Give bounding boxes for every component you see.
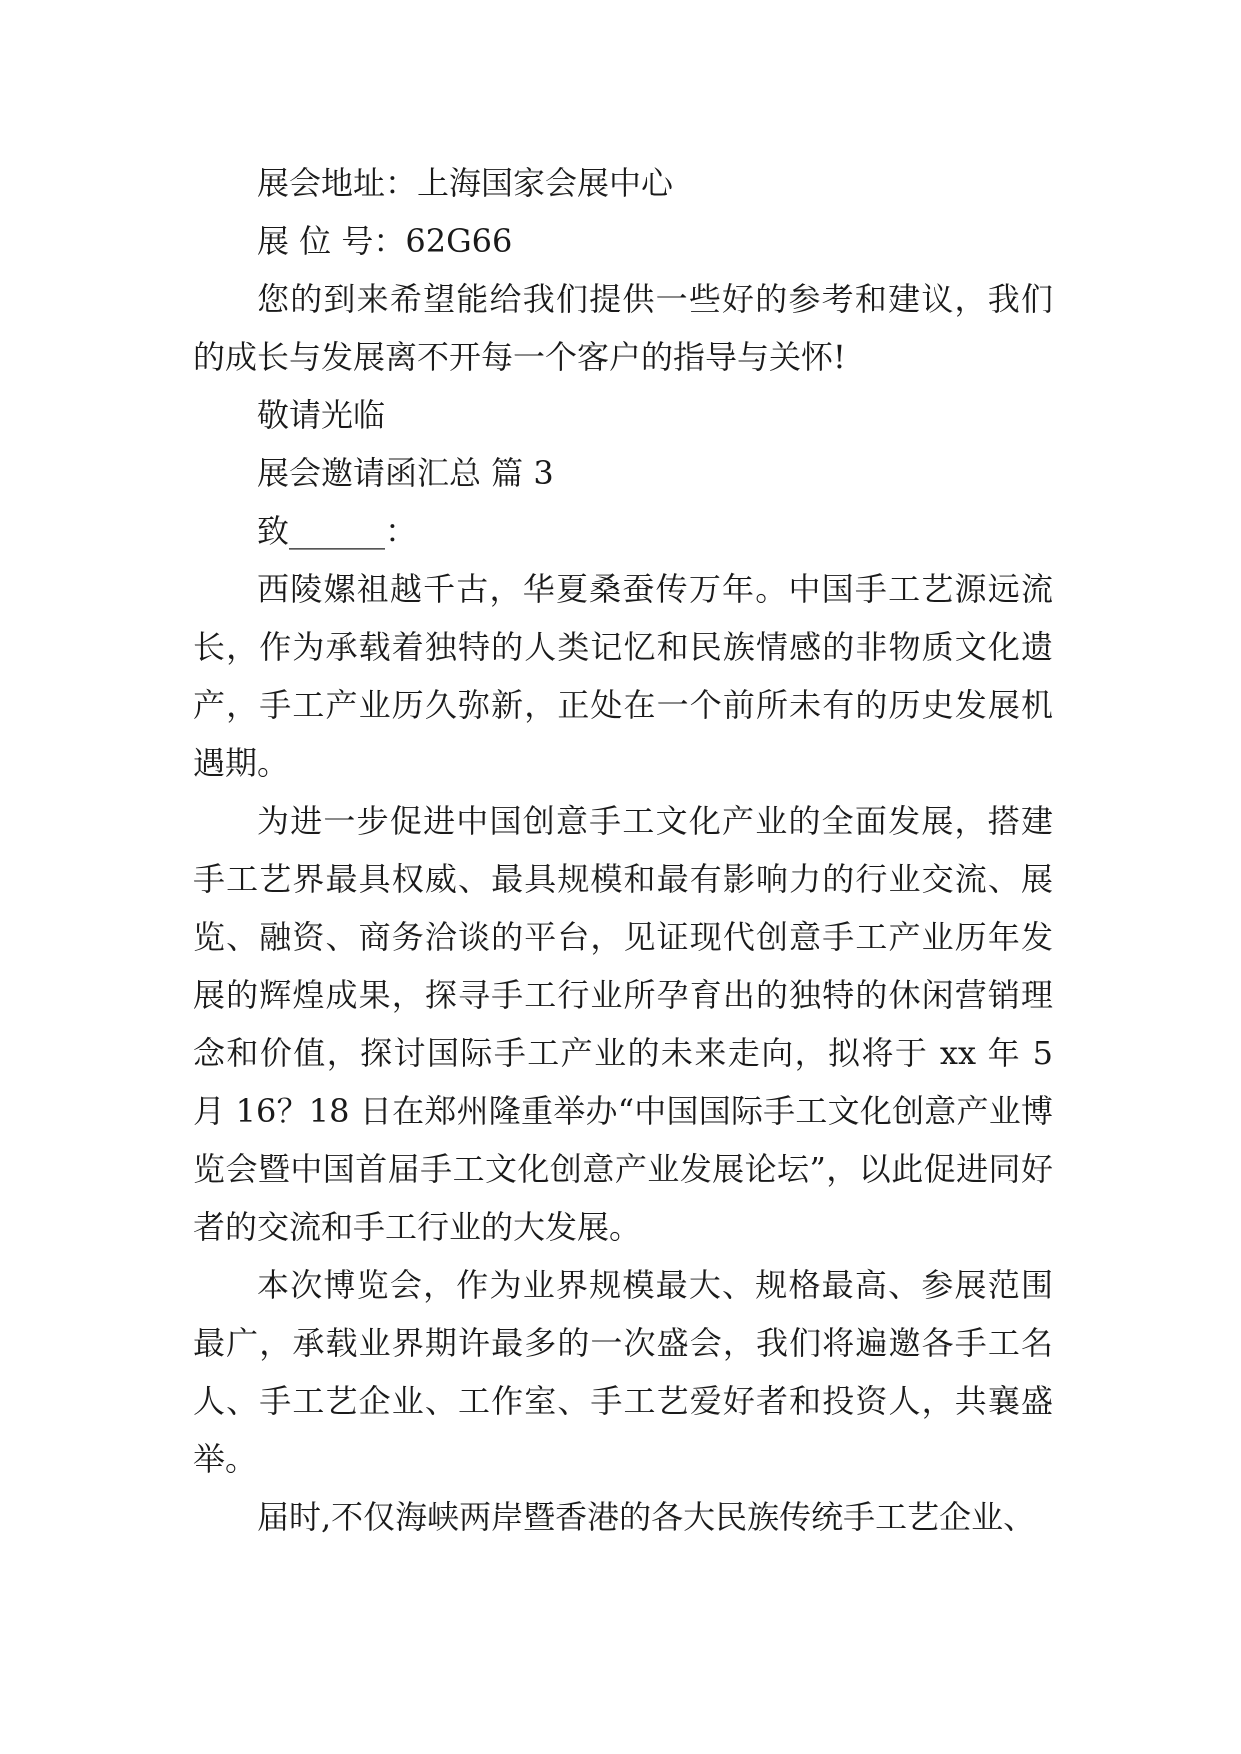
exhibition-address: 展会地址：上海国家会展中心 xyxy=(257,164,674,202)
paragraph-3: 本次博览会，作为业界规模最大、规格最高、参展范围最广，承载业界期许最多的一次盛会，我们将遍邀各手工名人、手工艺企业、工作室、手工艺爱好者和投资人，共襄盛举。 xyxy=(193,1266,1053,1478)
document-page xyxy=(193,154,1053,1546)
salutation: 致______： xyxy=(257,512,418,550)
paragraph-2: 为进一步促进中国创意手工文化产业的全面发展，搭建手工艺界最具权威、最具规模和最有影响力的行业交流、展览、融资、商务洽谈的平台，见证现代创意手工产业历年发展的辉煌成果，探寻手工行业所孕育出的独特的休闲营销理念和价值，探讨国际手工产业的未来走向，拟将于 xx 年 5 月 16？18 日在郑州隆重举办“中国国际手工文化创意产业博览会暨中国首届手工文化创意产业发展论坛”，以此促进同好者的交流和手工行业的大发展。 xyxy=(193,802,1053,1246)
welcome-paragraph: 您的到来希望能给我们提供一些好的参考和建议，我们的成长与发展离不开每一个客户的指导与关怀! xyxy=(193,280,1053,376)
paragraph-1: 西陵嫘祖越千古，华夏桑蚕传万年。中国手工艺源远流长，作为承载着独特的人类记忆和民族情感的非物质文化遗产，手工产业历久弥新，正处在一个前所未有的历史发展机遇期。 xyxy=(193,570,1053,782)
paragraph-4: 届时,不仅海峡两岸暨香港的各大民族传统手工艺企业、 xyxy=(257,1498,1036,1536)
section-heading: 展会邀请函汇总 篇 3 xyxy=(257,454,554,492)
booth-number: 展 位 号：62G66 xyxy=(257,222,513,260)
closing-regards: 敬请光临 xyxy=(257,396,386,434)
